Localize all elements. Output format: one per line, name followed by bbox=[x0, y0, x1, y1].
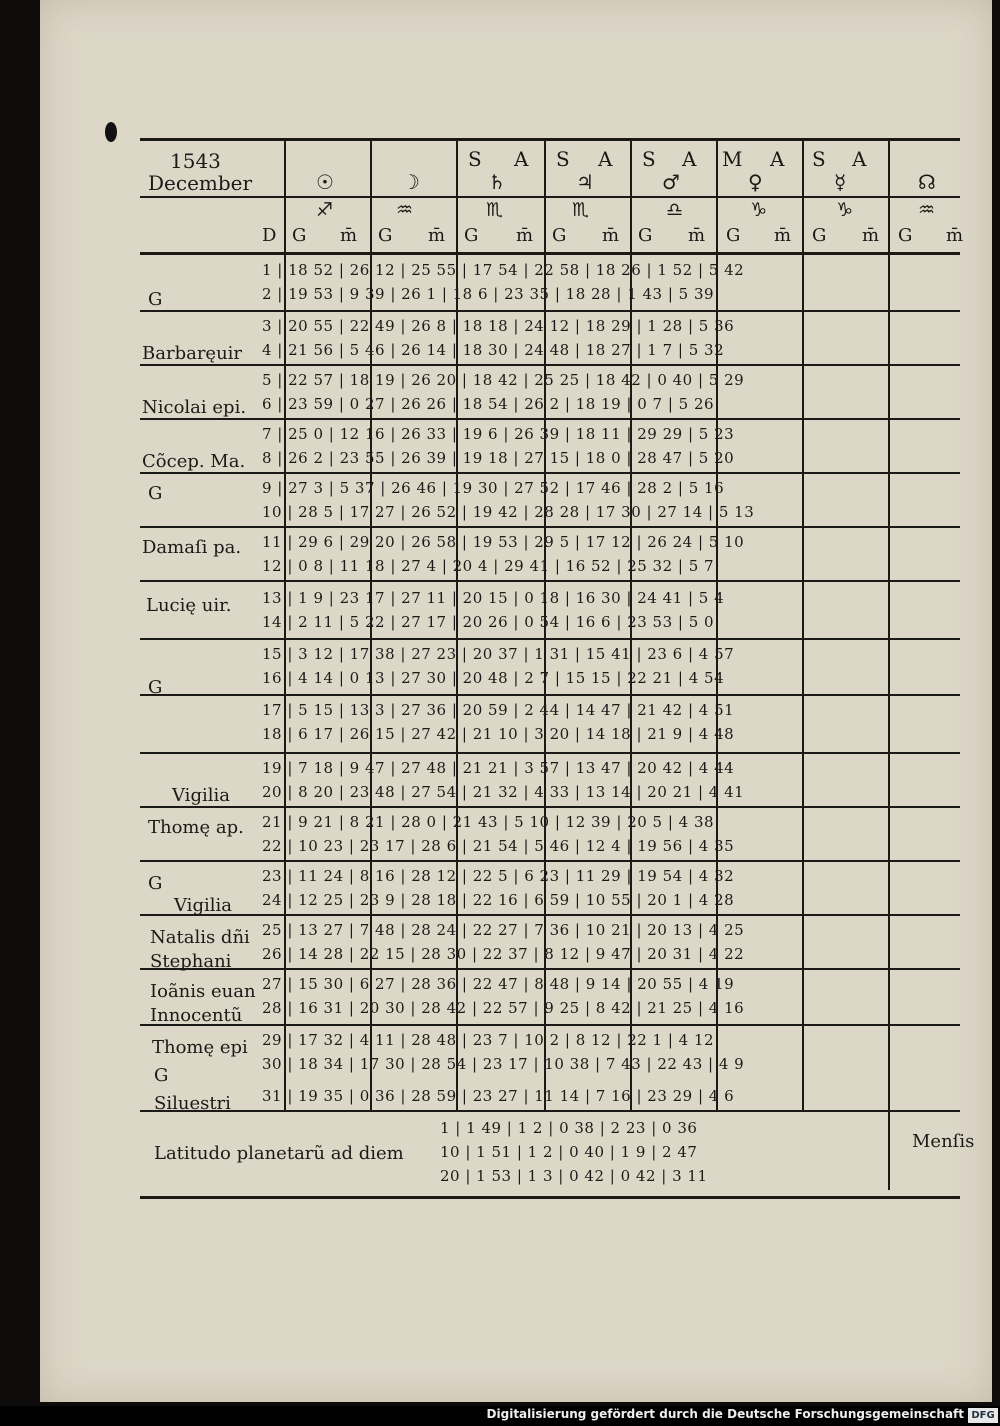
table-row: 6 | 23 59 | 0 27 | 26 26 | 18 54 | 26 2 | 18 19 | 0 7 | 5 26 bbox=[262, 395, 715, 413]
degree-header: G bbox=[812, 225, 827, 246]
table-row: 7 | 25 0 | 12 16 | 26 33 | 19 6 | 26 39 | 18 11 | 29 29 | 5 23 bbox=[262, 425, 735, 443]
minute-header: m̄ bbox=[946, 225, 964, 246]
row-rule bbox=[140, 860, 960, 862]
feast-label: Stephani bbox=[150, 951, 232, 972]
year: 1543 bbox=[170, 149, 221, 173]
table-row: 12 | 0 8 | 11 18 | 27 4 | 20 4 | 29 41 | 16 52 | 25 32 | 5 7 bbox=[262, 557, 715, 575]
table-row: 4 | 21 56 | 5 46 | 26 14 | 18 30 | 24 48 | 18 27 | 1 7 | 5 32 bbox=[262, 341, 725, 359]
minute-header: m̄ bbox=[688, 225, 706, 246]
minute-header: m̄ bbox=[428, 225, 446, 246]
ink-blot bbox=[105, 122, 117, 142]
latitude-row: 1 | 1 49 | 1 2 | 0 38 | 2 23 | 0 36 bbox=[440, 1119, 698, 1137]
degree-header: G bbox=[898, 225, 913, 246]
aquarius-icon: ♒ bbox=[918, 199, 936, 221]
feast-label: Siluestri bbox=[154, 1093, 231, 1114]
scorpio-icon: ♏ bbox=[572, 199, 590, 221]
column-divider bbox=[802, 140, 804, 1110]
row-rule bbox=[140, 1024, 960, 1026]
header-bottom-rule bbox=[140, 252, 960, 255]
table-row: 15 | 3 12 | 17 38 | 27 23 | 20 37 | 1 31 | 15 41 | 23 6 | 4 57 bbox=[262, 645, 735, 663]
scorpio-icon: ♏ bbox=[486, 199, 504, 221]
degree-header: G bbox=[378, 225, 393, 246]
table-row: 27 | 15 30 | 6 27 | 28 36 | 22 47 | 8 48 | 9 14 | 20 55 | 4 19 bbox=[262, 975, 735, 993]
table-row: 24 | 12 25 | 23 9 | 28 18 | 22 16 | 6 59 | 10 55 | 20 1 | 4 28 bbox=[262, 891, 735, 909]
lunar-node-icon: ☊ bbox=[918, 170, 936, 194]
table-row: 9 | 27 3 | 5 37 | 26 46 | 19 30 | 27 52 | 17 46 | 28 2 | 5 16 bbox=[262, 479, 725, 497]
feast-label: G bbox=[154, 1065, 169, 1086]
moon-icon: ☽ bbox=[402, 170, 420, 194]
table-row: 31 | 19 35 | 0 36 | 28 59 | 23 27 | 11 14 | 7 16 | 23 29 | 4 6 bbox=[262, 1087, 735, 1105]
feast-label: Nicolai epi. bbox=[142, 397, 247, 418]
jupiter-icon: ♃ bbox=[576, 170, 594, 194]
feast-label: Cõcep. Ma. bbox=[142, 451, 246, 472]
row-rule bbox=[140, 526, 960, 528]
table-row: 13 | 1 9 | 23 17 | 27 11 | 20 15 | 0 18 | 16 30 | 24 41 | 5 4 bbox=[262, 589, 725, 607]
feast-label: G bbox=[148, 289, 163, 310]
row-rule bbox=[140, 638, 960, 640]
degree-header: G bbox=[552, 225, 567, 246]
table-row: 22 | 10 23 | 23 17 | 28 6 | 21 54 | 5 46 | 12 4 | 19 56 | 4 35 bbox=[262, 837, 735, 855]
row-rule bbox=[140, 1110, 960, 1112]
feast-label: G bbox=[148, 483, 163, 504]
mars-icon: ♂ bbox=[662, 170, 680, 194]
aspect-letter: A bbox=[682, 147, 697, 171]
feast-label: Barbaręuir bbox=[142, 343, 243, 364]
month: December bbox=[148, 171, 253, 195]
row-rule bbox=[140, 472, 960, 474]
feast-label: Damaſi pa. bbox=[142, 537, 242, 558]
row-rule bbox=[140, 580, 960, 582]
table-row: 28 | 16 31 | 20 30 | 28 42 | 22 57 | 9 25 | 8 42 | 21 25 | 4 16 bbox=[262, 999, 745, 1017]
footer-text: Digitalisierung gefördert durch die Deutsche Forschungsgemeinschaft bbox=[486, 1407, 964, 1421]
aspect-letter: A bbox=[598, 147, 613, 171]
aspect-letter: A bbox=[770, 147, 785, 171]
aspect-letter: S bbox=[642, 147, 656, 171]
table-row: 26 | 14 28 | 22 15 | 28 30 | 22 37 | 8 12 | 9 47 | 20 31 | 4 22 bbox=[262, 945, 745, 963]
row-rule bbox=[140, 752, 960, 754]
feast-label: Ioãnis euan bbox=[150, 981, 256, 1002]
table-row: 14 | 2 11 | 5 22 | 27 17 | 20 26 | 0 54 | 16 6 | 23 53 | 5 0 bbox=[262, 613, 715, 631]
table-row: 1 | 18 52 | 26 12 | 25 55 | 17 54 | 22 58 | 18 26 | 1 52 | 5 42 bbox=[262, 261, 745, 279]
libra-icon: ♎ bbox=[666, 199, 684, 221]
aquarius-icon: ♒ bbox=[396, 199, 414, 221]
latitude-row: 10 | 1 51 | 1 2 | 0 40 | 1 9 | 2 47 bbox=[440, 1143, 698, 1161]
feast-label: Lucię uir. bbox=[146, 595, 232, 616]
feast-label: G bbox=[148, 873, 163, 894]
degree-header: G bbox=[638, 225, 653, 246]
column-divider bbox=[716, 140, 718, 1110]
minute-header: m̄ bbox=[774, 225, 792, 246]
feast-label: G bbox=[148, 677, 163, 698]
feast-label: Thomę ap. bbox=[148, 817, 244, 838]
footer-bar bbox=[0, 1406, 1000, 1426]
day-column-header: D bbox=[262, 225, 277, 246]
header-rule bbox=[140, 196, 960, 198]
aspect-letter: S bbox=[556, 147, 570, 171]
table-row: 20 | 8 20 | 23 48 | 27 54 | 21 32 | 4 33 | 13 14 | 20 21 | 4 41 bbox=[262, 783, 745, 801]
table-row: 25 | 13 27 | 7 48 | 28 24 | 22 27 | 7 36 | 10 21 | 20 13 | 4 25 bbox=[262, 921, 745, 939]
mercury-icon: ☿ bbox=[834, 170, 847, 194]
table-row: 3 | 20 55 | 22 49 | 26 8 | 18 18 | 24 12 | 18 29 | 1 28 | 5 36 bbox=[262, 317, 735, 335]
dfg-logo: DFG bbox=[968, 1408, 998, 1423]
table-top-rule bbox=[140, 138, 960, 141]
table-row: 5 | 22 57 | 18 19 | 26 20 | 18 42 | 25 25 | 18 42 | 0 40 | 5 29 bbox=[262, 371, 745, 389]
row-rule bbox=[140, 806, 960, 808]
table-row: 8 | 26 2 | 23 55 | 26 39 | 19 18 | 27 15 | 18 0 | 28 47 | 5 20 bbox=[262, 449, 735, 467]
table-bottom-rule bbox=[140, 1196, 960, 1199]
row-rule bbox=[140, 968, 960, 970]
table-row: 23 | 11 24 | 8 16 | 28 12 | 22 5 | 6 23 | 11 29 | 19 54 | 4 32 bbox=[262, 867, 735, 885]
capricorn-icon: ♑ bbox=[836, 199, 854, 221]
saturn-icon: ♄ bbox=[488, 170, 506, 194]
table-row: 18 | 6 17 | 26 15 | 27 42 | 21 10 | 3 20 | 14 18 | 21 9 | 4 48 bbox=[262, 725, 735, 743]
minute-header: m̄ bbox=[516, 225, 534, 246]
latitude-label: Latitudo planetarũ ad diem bbox=[154, 1143, 404, 1164]
table-row: 11 | 29 6 | 29 20 | 26 58 | 19 53 | 29 5 | 17 12 | 26 24 | 5 10 bbox=[262, 533, 745, 551]
feast-label: Vigilia bbox=[174, 895, 232, 916]
degree-header: G bbox=[464, 225, 479, 246]
minute-header: m̄ bbox=[602, 225, 620, 246]
capricorn-icon: ♑ bbox=[750, 199, 768, 221]
sagittarius-icon: ♐ bbox=[316, 199, 334, 221]
aspect-letter: M bbox=[722, 147, 743, 171]
table-row: 21 | 9 21 | 8 21 | 28 0 | 21 43 | 5 10 | 12 39 | 20 5 | 4 38 bbox=[262, 813, 715, 831]
latitude-row: 20 | 1 53 | 1 3 | 0 42 | 0 42 | 3 11 bbox=[440, 1167, 708, 1185]
feast-label: Thomę epi bbox=[152, 1037, 248, 1058]
minute-header: m̄ bbox=[340, 225, 358, 246]
column-divider bbox=[888, 140, 890, 1190]
table-row: 2 | 19 53 | 9 39 | 26 1 | 18 6 | 23 35 | 18 28 | 1 43 | 5 39 bbox=[262, 285, 715, 303]
row-rule bbox=[140, 914, 960, 916]
row-rule bbox=[140, 694, 960, 696]
venus-icon: ♀ bbox=[748, 170, 763, 194]
table-row: 19 | 7 18 | 9 47 | 27 48 | 21 21 | 3 57 | 13 47 | 20 42 | 4 44 bbox=[262, 759, 735, 777]
sun-icon: ☉ bbox=[316, 170, 334, 194]
aspect-letter: A bbox=[852, 147, 867, 171]
feast-label: Natalis dñi bbox=[150, 927, 250, 948]
aspect-letter: S bbox=[812, 147, 826, 171]
feast-label: Innocentũ bbox=[150, 1005, 243, 1026]
row-rule bbox=[140, 418, 960, 420]
minute-header: m̄ bbox=[862, 225, 880, 246]
feast-label: Vigilia bbox=[172, 785, 230, 806]
table-row: 30 | 18 34 | 17 30 | 28 54 | 23 17 | 10 38 | 7 43 | 22 43 | 4 9 bbox=[262, 1055, 745, 1073]
table-row: 16 | 4 14 | 0 13 | 27 30 | 20 48 | 2 7 | 15 15 | 22 21 | 4 54 bbox=[262, 669, 725, 687]
row-rule bbox=[140, 310, 960, 312]
table-row: 10 | 28 5 | 17 27 | 26 52 | 19 42 | 28 28 | 17 30 | 27 14 | 5 13 bbox=[262, 503, 755, 521]
aspect-letter: A bbox=[514, 147, 529, 171]
degree-header: G bbox=[726, 225, 741, 246]
aspect-letter: S bbox=[468, 147, 482, 171]
degree-header: G bbox=[292, 225, 307, 246]
table-row: 29 | 17 32 | 4 11 | 28 48 | 23 7 | 10 2 | 8 12 | 22 1 | 4 12 bbox=[262, 1031, 715, 1049]
row-rule bbox=[140, 364, 960, 366]
mensis-label: Menſis bbox=[912, 1131, 975, 1152]
table-row: 17 | 5 15 | 13 3 | 27 36 | 20 59 | 2 44 | 14 47 | 21 42 | 4 51 bbox=[262, 701, 735, 719]
